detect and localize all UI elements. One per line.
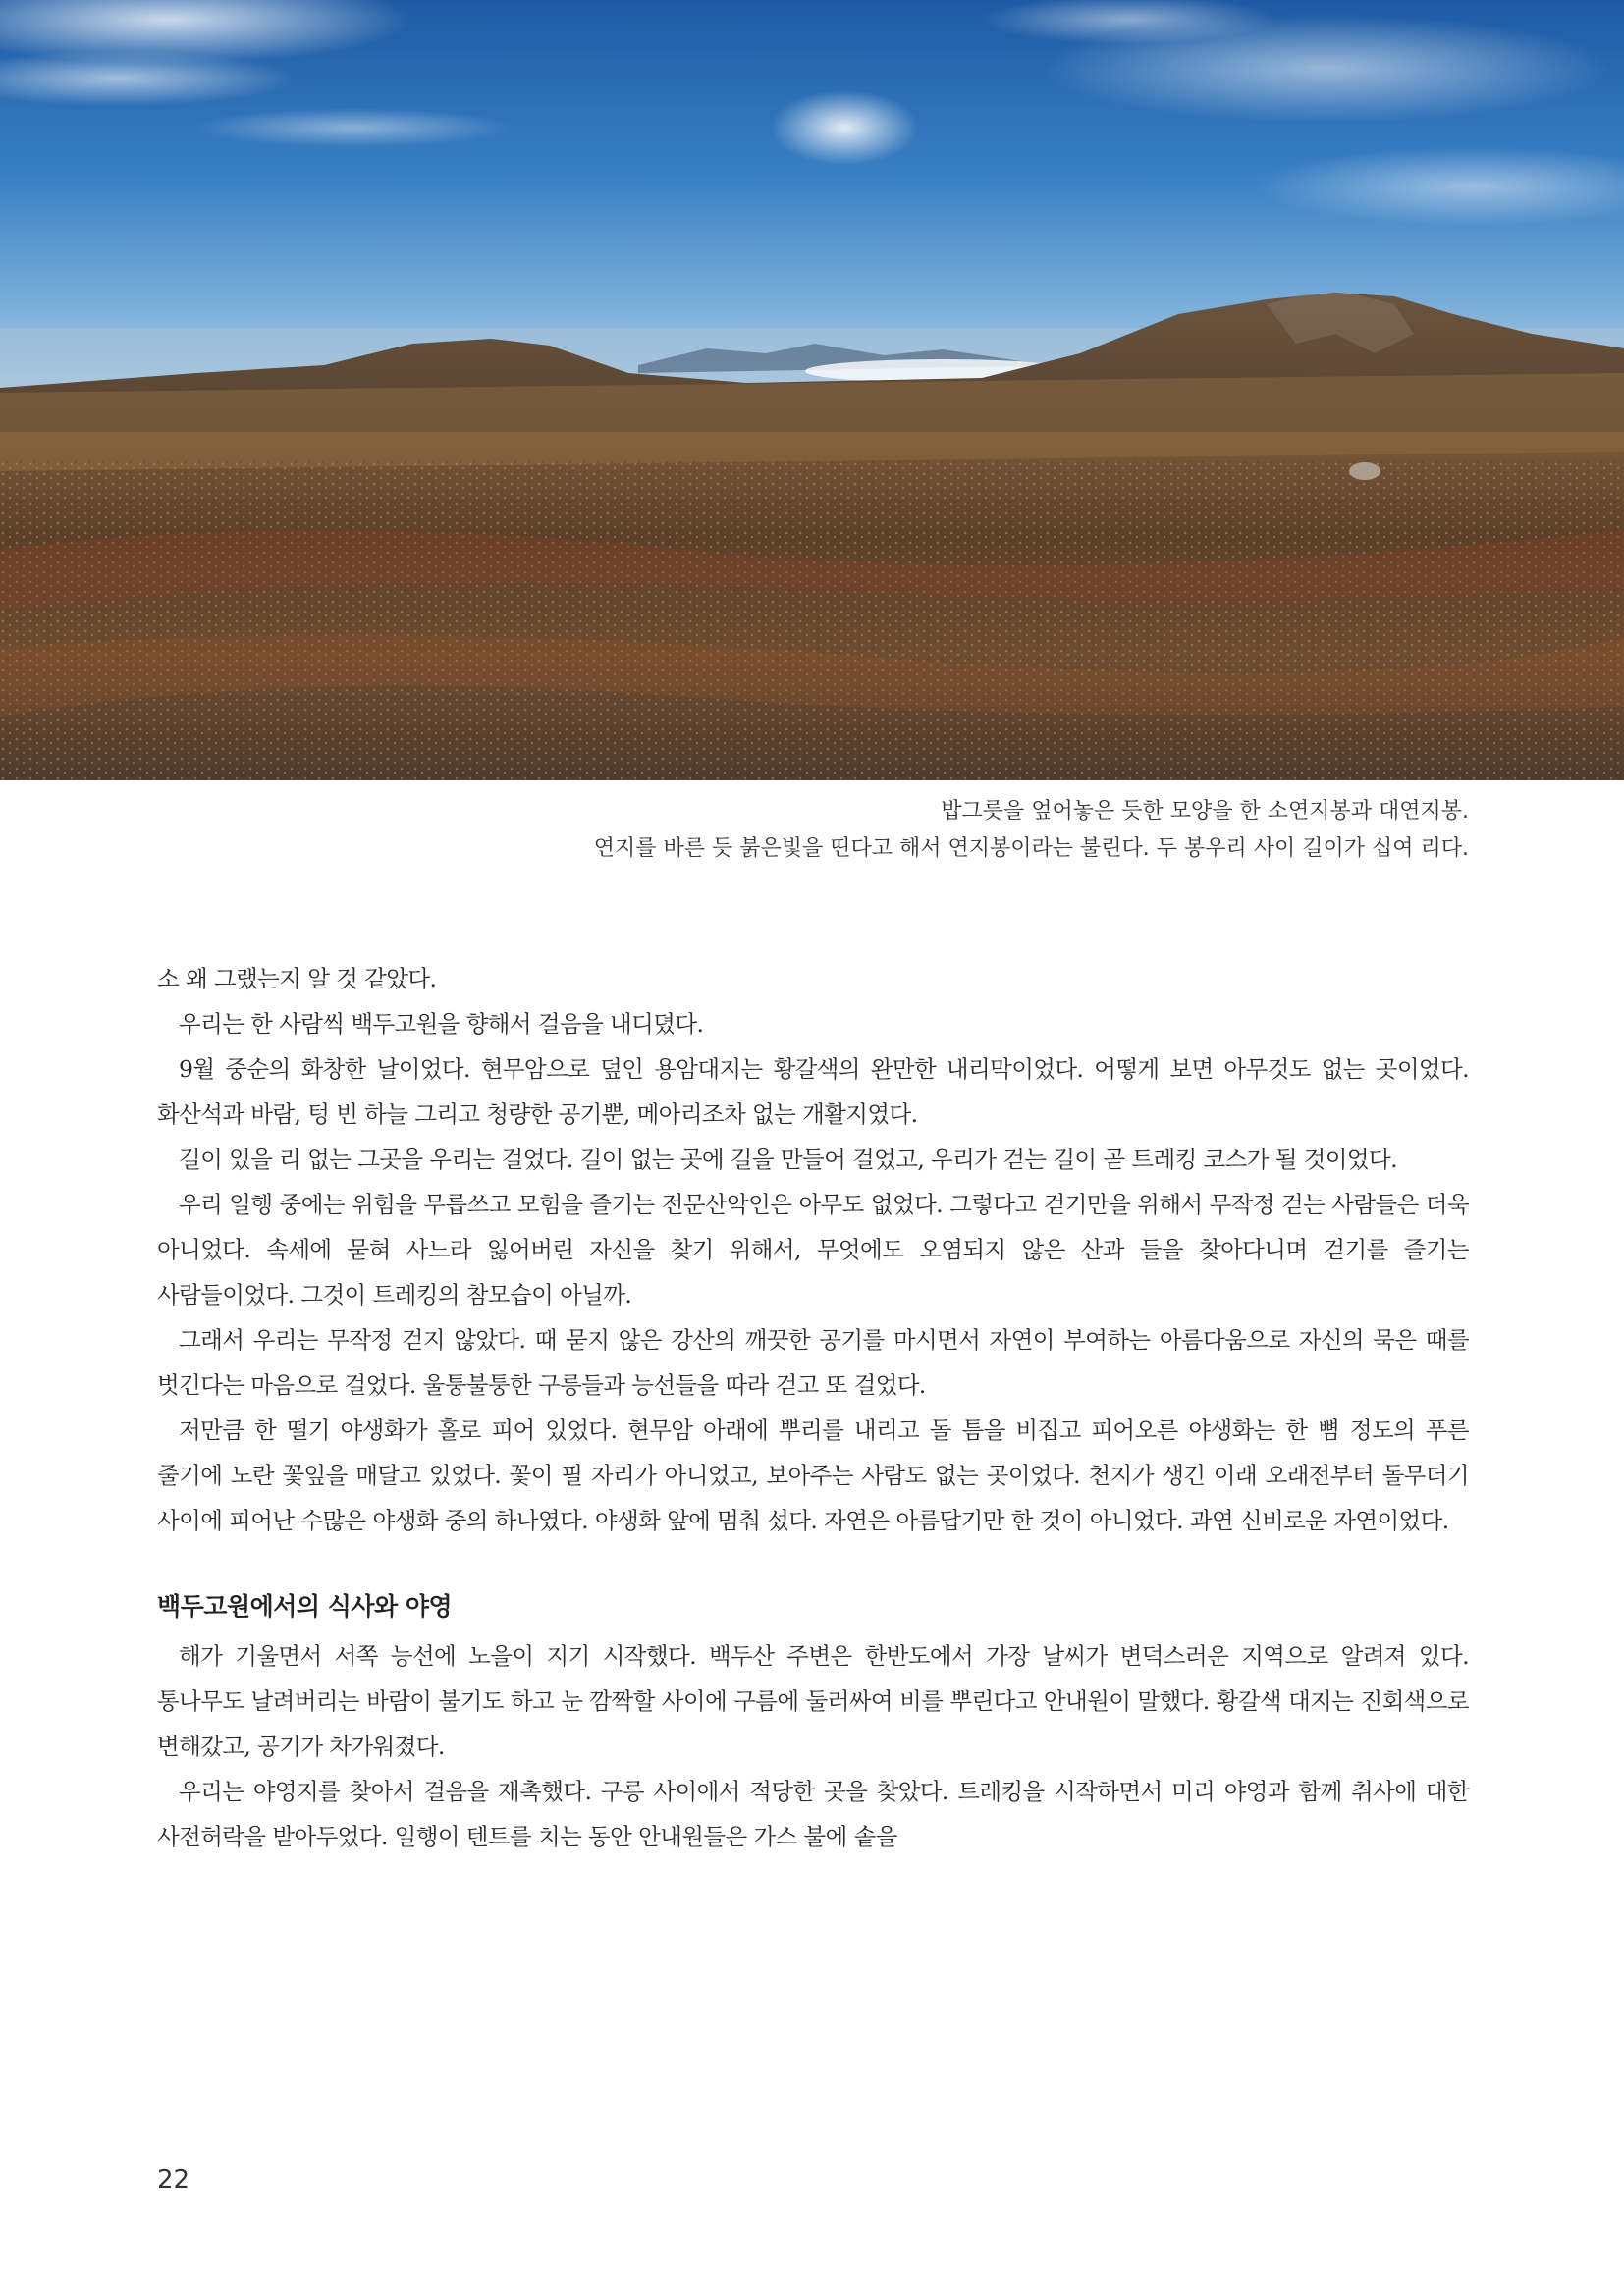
article-body — [157, 956, 1469, 1859]
paragraph: 우리 일행 중에는 위험을 무릅쓰고 모험을 즐기는 전문산악인은 아무도 없었다. 그렇다고 걷기만을 위해서 무작정 걷는 사람들은 더욱 아니었다. 속세에 묻혀 사느라 잃어버린 자신을 찾기 위해서, 무엇에도 오염되지 않은 산과 들을 찾아다니며 걷기를 즐기는 사람들이었다. 그것이 트레킹의 참모습이 아닐까. — [157, 1191, 1469, 1308]
landscape-photo-icon — [0, 0, 1624, 780]
landscape-photo — [0, 0, 1624, 780]
paragraph: 길이 있을 리 없는 그곳을 우리는 걸었다. 길이 없는 곳에 길을 만들어 걸었고, 우리가 걷는 길이 곧 트레킹 코스가 될 것이었다. — [179, 1146, 1397, 1173]
paragraph: 해가 기울면서 서쪽 능선에 노을이 지기 시작했다. 백두산 주변은 한반도에서 가장 날씨가 변덕스러운 지역으로 알려져 있다. 통나무도 날려버리는 바람이 불기도 하고 눈 깜짝할 사이에 구름에 둘러싸여 비를 뿌린다고 안내원이 말했다. 황갈색 대지는 진회색으로 변해갔고, 공기가 차가워졌다. — [157, 1642, 1469, 1760]
caption-line-2: 연지를 바른 듯 붉은빛을 띤다고 해서 연지봉이라는 불린다. 두 봉우리 사이 길이가 십여 리다. — [593, 836, 1469, 861]
paragraph: 그래서 우리는 무작정 걷지 않았다. 때 묻지 않은 강산의 깨끗한 공기를 마시면서 자연이 부여하는 아름다움으로 자신의 묵은 때를 벗긴다는 마음으로 걸었다. 울퉁불퉁한 구릉들과 능선들을 따라 걷고 또 걸었다. — [157, 1326, 1469, 1399]
paragraph: 우리는 야영지를 찾아서 걸음을 재촉했다. 구릉 사이에서 적당한 곳을 찾았다. 트레킹을 시작하면서 미리 야영과 함께 취사에 대한 사전허락을 받아두었다. 일행이 텐트를 치는 동안 안내원들은 가스 불에 솥을 — [157, 1778, 1469, 1850]
paragraph: 소 왜 그랬는지 알 것 같았다. — [157, 965, 437, 992]
section-heading: 백두고원에서의 식사와 야영 — [157, 1592, 453, 1621]
paragraph: 9월 중순의 화창한 날이었다. 현무암으로 덮인 용암대지는 황갈색의 완만한 내리막이었다. 어떻게 보면 아무것도 없는 곳이었다. 화산석과 바람, 텅 빈 하늘 그리고 청량한 공기뿐, 메아리조차 없는 개활지였다. — [157, 1055, 1469, 1128]
photo-caption — [192, 793, 1469, 868]
paragraph: 우리는 한 사람씩 백두고원을 향해서 걸음을 내디뎠다. — [179, 1010, 704, 1038]
page-number: 22 — [157, 2165, 190, 2195]
paragraph: 저만큼 한 떨기 야생화가 홀로 피어 있었다. 현무암 아래에 뿌리를 내리고 돌 틈을 비집고 피어오른 야생화는 한 뼘 정도의 푸른 줄기에 노란 꽃잎을 매달고 있었다. 꽃이 필 자리가 아니었고, 보아주는 사람도 없는 곳이었다. 천지가 생긴 이래 오래전부터 돌무더기 사이에 피어난 수많은 야생화 중의 하나였다. 야생화 앞에 멈춰 섰다. 자연은 아름답기만 한 것이 아니었다. 과연 신비로운 자연이었다. — [157, 1416, 1469, 1534]
caption-line-1: 밥그릇을 엎어놓은 듯한 모양을 한 소연지봉과 대연지봉. — [941, 799, 1469, 824]
